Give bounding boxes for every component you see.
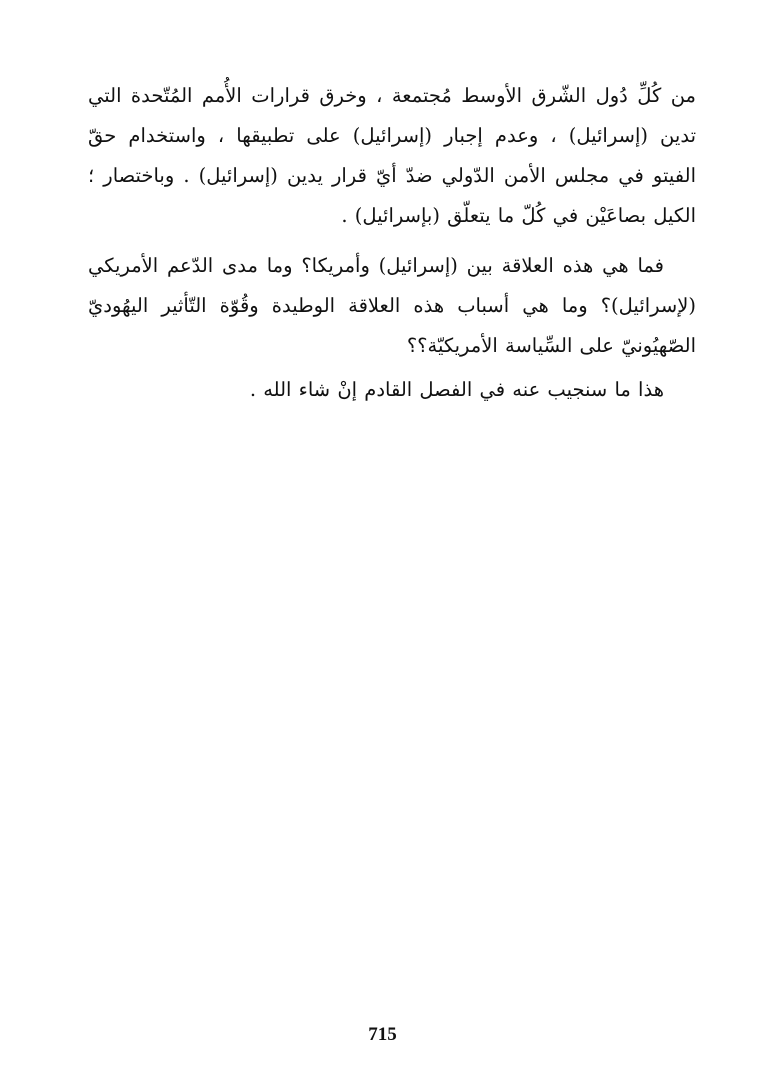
body-text (88, 76, 696, 410)
paragraph: هذا ما سنجيب عنه في الفصل القادم إنْ شاء الله . (249, 378, 664, 401)
paragraph: من كُلِّ دُول الشّرق الأوسط مُجتمعة ، وخرق قرارات الأُمم المُتّحدة التي تدين (إسرائيل) ، وعدم إجبار (إسرائيل) على تطبيقها ، واستخدام حقّ الفيتو في مجلس الأمن الدّولي ضدّ أيّ قرار يدين (إسرائيل) . وباختصار ؛ الكيل بصاعَيْن في كُلّ ما يتعلّق (بإسرائيل) . (88, 84, 696, 227)
paragraph: فما هي هذه العلاقة بين (إسرائيل) وأمريكا؟ وما مدى الدّعم الأمريكي (لإسرائيل)؟ وما هي أسباب هذه العلاقة الوطيدة وقُوّة التّأثير اليهُوديّ الصّهيُونيّ على السِّياسة الأمريكيّة؟؟ (88, 254, 696, 357)
page-number: 715 (368, 1024, 397, 1045)
